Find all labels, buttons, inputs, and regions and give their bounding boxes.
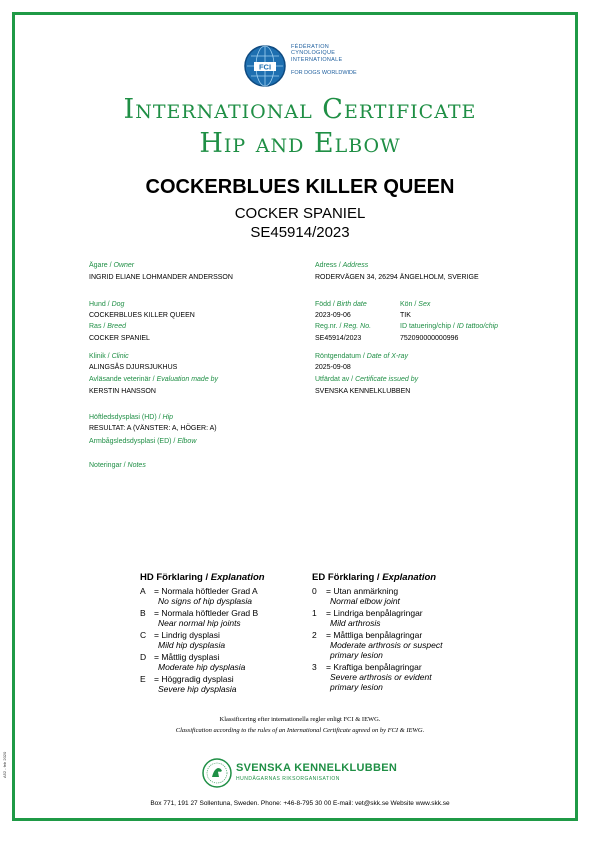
owner-label: Ägare / Owner (89, 262, 135, 269)
fci-tagline: FOR DOGS WORLDWIDE (291, 70, 357, 76)
clinic-value: ALINGSÅS DJURSJUKHUS (89, 364, 178, 371)
list-item: D = Måttlig dysplasi Moderate hip dysplasia (140, 652, 246, 672)
address-label: Adress / Address (315, 262, 369, 269)
chip-value: 752090000000996 (400, 335, 459, 342)
birth-date-value: 2023-09-06 (315, 312, 351, 319)
list-item: 0 = Utan anmärkning Normal elbow joint (312, 586, 400, 606)
fci-badge-text: FCI (258, 62, 272, 72)
classification-note-sv: Klassificering efter internationella regler enligt FCI & IEWG. (219, 716, 381, 723)
hd-result: RESULTAT: A (VÄNSTER: A, HÖGER: A) (89, 425, 217, 432)
issued-by-value: SVENSKA KENNELKLUBBEN (315, 388, 411, 395)
dog-name-heading: COCKERBLUES KILLER QUEEN (145, 176, 455, 198)
address-value: RODERVÄGEN 34, 26294 ÄNGELHOLM, SVERIGE (315, 274, 479, 281)
hd-label: Höftledsdysplasi (HD) / Hip (89, 414, 174, 421)
list-item: 3 = Kraftiga benpålagringar Severe arthrosis or evident primary lesion (312, 662, 432, 692)
dog-value: COCKERBLUES KILLER QUEEN (89, 312, 195, 319)
fci-globe-logo (243, 44, 287, 88)
notes-label: Noteringar / Notes (89, 462, 146, 469)
ed-explanation-title: ED Förklaring / Explanation (312, 572, 437, 583)
birth-date-label: Född / Birth date (315, 301, 367, 308)
skk-subtitle: HUNDÄGARNAS RIKSORGANISATION (236, 776, 340, 782)
vet-value: KERSTIN HANSSON (89, 388, 156, 395)
reg-number-label: Reg.nr. / Reg. No. (315, 323, 372, 330)
skk-emblem-logo (202, 758, 232, 788)
chip-label: ID tatuering/chip / ID tattoo/chip (400, 323, 499, 330)
list-item: 1 = Lindriga benpålagringar Mild arthrosis (312, 608, 423, 628)
title-line-2: Hip and Elbow (199, 128, 401, 159)
sex-label: Kön / Sex (400, 301, 431, 308)
list-item: C = Lindrig dysplasi Mild hip dysplasia (140, 630, 226, 650)
xray-date-label: Röntgendatum / Date of X-ray (315, 353, 409, 360)
list-item: E = Höggradig dysplasi Severe hip dysplasia (140, 674, 237, 694)
xray-date-value: 2025-09-08 (315, 364, 351, 371)
sex-value: TIK (400, 312, 411, 319)
reg-number-heading: SE45914/2023 (250, 224, 350, 241)
reg-number-value: SE45914/2023 (315, 335, 362, 342)
hd-explanation-title: HD Förklaring / Explanation (140, 572, 265, 583)
owner-value: INGRID ELIANE LOHMANDER ANDERSSON (89, 274, 233, 281)
fci-org-name: FÉDÉRATION CYNOLOGIQUE INTERNATIONALE (291, 44, 343, 63)
ed-label: Armbågsledsdysplasi (ED) / Elbow (89, 438, 197, 445)
dog-label: Hund / Dog (89, 301, 125, 308)
issued-by-label: Utfärdat av / Certificate issued by (315, 376, 419, 383)
breed-value: COCKER SPANIEL (89, 335, 150, 342)
hd-explanation-list (140, 586, 258, 696)
form-code: A52 - feb 2020 (2, 751, 7, 778)
title-line-1: International Certificate (123, 94, 477, 125)
clinic-label: Klinik / Clinic (89, 353, 129, 360)
vet-label: Avläsande veterinär / Evaluation made by (89, 376, 219, 383)
skk-name: SVENSKA KENNELKLUBBEN (236, 762, 398, 774)
classification-note-en: Classification according to the rules of an International Certificate agreed on by FCI & IEWG. (175, 727, 425, 734)
list-item: 2 = Måttliga benpålagringar Moderate arthrosis or suspect primary lesion (312, 630, 443, 660)
footer-contact: Box 771, 191 27 Sollentuna, Sweden. Phone: +46-8-795 30 00 E-mail: vet@skk.se Website www.skk.se (150, 800, 450, 807)
list-item: B = Normala höftleder Grad B Near normal hip joints (140, 608, 259, 628)
breed-heading: COCKER SPANIEL (234, 205, 366, 222)
ed-explanation-list (312, 586, 442, 694)
breed-label: Ras / Breed (89, 323, 126, 330)
list-item: A = Normala höftleder Grad A No signs of hip dysplasia (140, 586, 258, 606)
